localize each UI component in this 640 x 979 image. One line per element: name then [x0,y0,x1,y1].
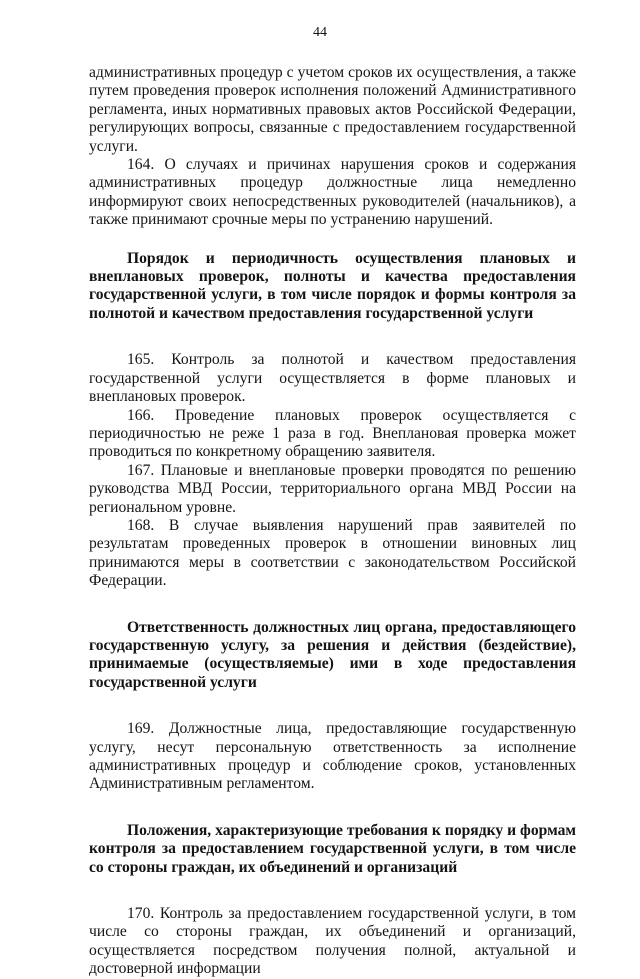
document-body [89,64,576,979]
paragraph-164: 164. О случаях и причинах нарушения сроков и содержания административных процедур должностные лица немедленно информируют своих непосредственных руководителей (начальников), а также принимают срочные меры по устранению нарушений. [89,156,576,229]
paragraph-167: 167. Плановые и внеплановые проверки проводятся по решению руководства МВД России, территориального органа МВД России на региональном уровне. [89,461,576,516]
paragraph-170: 170. Контроль за предоставлением государственной услуги, в том числе со стороны граждан, их объединений и организаций, осуществляется посредством получения полной, актуальной и достоверной информации [89,905,576,978]
section-heading-responsibility: Ответственность должностных лиц органа, предоставляющего государственную услугу, за решения и действия (бездействие), принимаемые (осуществляемые) ими в ходе предоставления государственной услуги [89,618,576,691]
paragraph-166: 166. Проведение плановых проверок осуществляется с периодичностью не реже 1 раза в год. Внеплановая проверка может проводиться по конкретному обращению заявителя. [89,406,576,461]
section-heading-control-requirements: Положения, характеризующие требования к порядку и формам контроля за предоставлением государственной услуги, в том числе со стороны граждан, их объединений и организаций [89,821,576,876]
paragraph-168: 168. В случае выявления нарушений прав заявителей по результатам проведенных проверок в отношении виновных лиц принимаются меры в соответствии с законодательством Российской Федерации. [89,516,576,590]
paragraph-165: 165. Контроль за полнотой и качеством предоставления государственной услуги осуществляется в форме плановых и внеплановых проверок. [89,351,576,406]
page-number: 44 [313,25,327,40]
paragraph-continuation: административных процедур с учетом сроков их осуществления, а также путем проведения проверок исполнения положений Административного регламента, иных нормативных правовых актов Российской Федерации, регулирующих вопросы, связанные с предоставлением государственной услуги. [89,64,576,155]
paragraph-169: 169. Должностные лица, предоставляющие государственную услугу, несут персональную ответственность за исполнение административных процедур и соблюдение сроков, установленных Административным регламентом. [89,720,576,793]
section-heading-inspections: Порядок и периодичность осуществления плановых и внеплановых проверок, полноты и качества предоставления государственной услуги, в том числе порядок и формы контроля за полнотой и качеством предоставления государственной услуги [89,249,576,322]
